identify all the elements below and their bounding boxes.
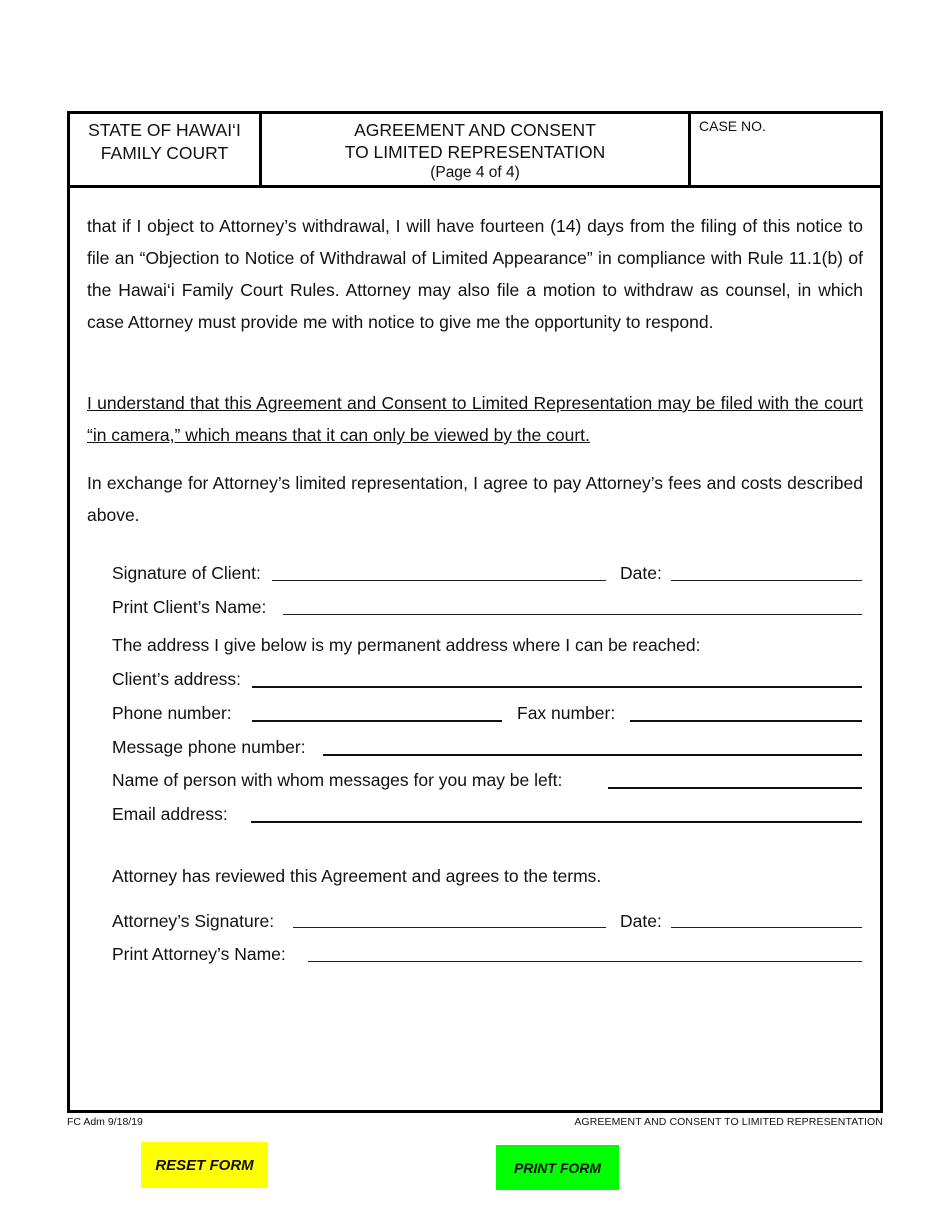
form-code: FC Adm 9/18/19 bbox=[67, 1116, 143, 1128]
court-name: FAMILY COURT bbox=[100, 143, 229, 163]
client-signature-field[interactable] bbox=[272, 580, 606, 581]
fax-number-field[interactable] bbox=[630, 720, 862, 722]
message-person-label: Name of person with whom messages for you may be left: bbox=[112, 770, 563, 790]
client-date-field[interactable] bbox=[671, 580, 862, 581]
client-print-name-label: Print Client’s Name: bbox=[112, 597, 267, 617]
attorney-review-statement: Attorney has reviewed this Agreement and agrees to the terms. bbox=[112, 866, 602, 886]
form-title-line2: TO LIMITED REPRESENTATION bbox=[344, 142, 606, 162]
attorney-date-label: Date: bbox=[620, 911, 662, 931]
page-indicator: (Page 4 of 4) bbox=[430, 164, 520, 181]
reset-form-button[interactable]: RESET FORM bbox=[141, 1142, 268, 1188]
case-number-label: CASE NO. bbox=[699, 118, 766, 134]
exchange-paragraph: In exchange for Attorney’s limited representation, I agree to pay Attorney’s fees and costs described above. bbox=[87, 473, 863, 525]
email-field[interactable] bbox=[251, 821, 862, 823]
state-name: STATE OF HAWAI‘I bbox=[88, 120, 241, 140]
attorney-print-name-label: Print Attorney’s Name: bbox=[112, 944, 286, 964]
phone-number-field[interactable] bbox=[252, 720, 502, 722]
in-camera-paragraph: I understand that this Agreement and Consent to Limited Representation may be filed with the court “in camera,” which means that it can only be viewed by the court. bbox=[87, 393, 863, 445]
email-label: Email address: bbox=[112, 804, 228, 824]
client-date-label: Date: bbox=[620, 563, 662, 583]
form-header bbox=[70, 114, 880, 188]
attorney-print-name-field[interactable] bbox=[308, 961, 862, 962]
print-form-button[interactable]: PRINT FORM bbox=[496, 1145, 619, 1190]
client-address-label: Client’s address: bbox=[112, 669, 242, 689]
address-statement: The address I give below is my permanent address where I can be reached: bbox=[112, 635, 701, 655]
message-phone-field[interactable] bbox=[323, 754, 862, 756]
footer-form-title: AGREEMENT AND CONSENT TO LIMITED REPRESENTATION bbox=[574, 1116, 883, 1128]
case-number-cell[interactable] bbox=[691, 114, 880, 185]
client-address-field[interactable] bbox=[252, 686, 862, 688]
client-signature-label: Signature of Client: bbox=[112, 563, 261, 583]
court-name-cell bbox=[70, 114, 262, 185]
message-phone-label: Message phone number: bbox=[112, 737, 306, 757]
attorney-signature-label: Attorney’s Signature: bbox=[112, 911, 275, 931]
form-title-cell bbox=[262, 114, 691, 185]
withdrawal-paragraph: that if I object to Attorney’s withdrawal, I will have fourteen (14) days from the filing of this notice to file an “Objection to Notice of Withdrawal of Limited Appearance” in compliance with Rule 11.1(b) of the Hawai‘i Family Court Rules. Attorney may also file a motion to withdraw as counsel, in which case Attorney must provide me with notice to give me the opportunity to respond. bbox=[87, 216, 863, 332]
form-title-line1: AGREEMENT AND CONSENT bbox=[354, 120, 596, 140]
message-person-field[interactable] bbox=[608, 787, 862, 789]
client-print-name-field[interactable] bbox=[283, 614, 862, 615]
fax-number-label: Fax number: bbox=[517, 703, 616, 723]
attorney-signature-field[interactable] bbox=[293, 927, 606, 928]
phone-number-label: Phone number: bbox=[112, 703, 232, 723]
attorney-date-field[interactable] bbox=[671, 927, 862, 928]
